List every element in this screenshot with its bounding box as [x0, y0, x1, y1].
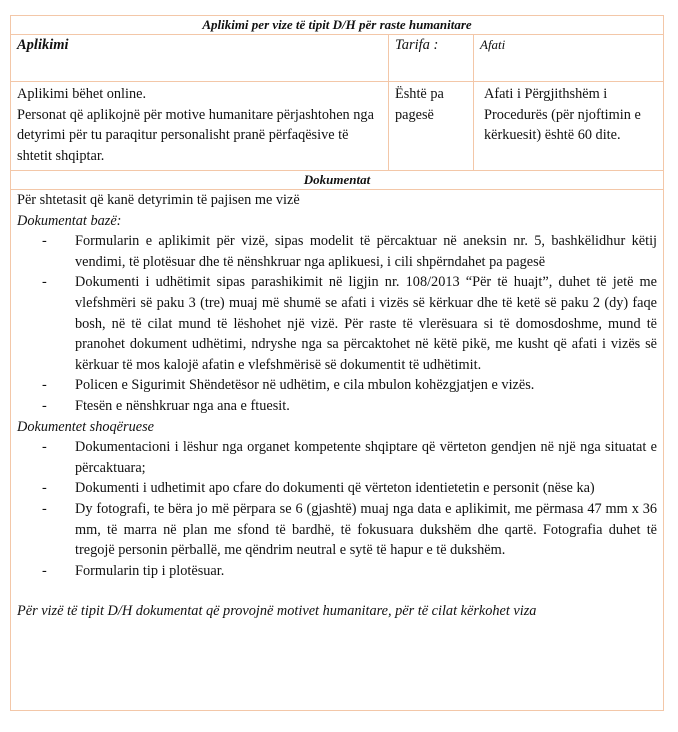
list-item: - Dokumenti i udhetimit apo cfare do dokumenti që vërteton identietetin e personit (nëse ka) [75, 478, 657, 499]
supporting-documents-heading: Dokumentet shoqëruese [17, 418, 154, 435]
aplikimi-line: Aplikimi bëhet online. [17, 86, 147, 102]
tarifa-cell: Është pa pagesë [389, 82, 474, 171]
aplikimi-line: Personat që aplikojnë për motive humanitare përjashtohen nga detyrimi për tu paraqitur personalisht pranë përfaqësive të shtetit shqiptar. [17, 106, 374, 164]
afati-cell: Afati i Përgjithshëm i Procedurës (për njoftimin e kërkuesit) është 60 dite. [474, 82, 664, 171]
table-title: Aplikimi per vize të tipit D/H për raste humanitare [11, 16, 664, 35]
aplikimi-cell [11, 82, 389, 171]
header-aplikimi: Aplikimi [11, 35, 389, 82]
section-title: Dokumentat [11, 171, 664, 190]
basic-documents-heading: Dokumentat bazë: [17, 212, 122, 229]
documents-cell [11, 190, 664, 711]
visa-info-table [10, 15, 664, 711]
list-item: - Formularin tip i plotësuar. [75, 561, 657, 582]
closing-note: Për vizë të tipit D/H dokumentat që provojnë motivet humanitare, për të cilat kërkohet viza [17, 603, 537, 620]
list-item: - Ftesën e nënshkruar nga ana e ftuesit. [75, 396, 657, 417]
header-afati: Afati [474, 35, 664, 82]
intro-text: Për shtetasit që kanë detyrimin të pajisen me vizë [17, 192, 300, 208]
list-item: - Dokumentacioni i lëshur nga organet kompetente shqiptare që vërteton gendjen në një nga situatat e përcaktuara; [75, 437, 657, 478]
list-item: - Policen e Sigurimit Shëndetësor në udhëtim, e cila mbulon kohëzgjatjen e vizës. [75, 375, 657, 396]
basic-documents-list [17, 231, 657, 416]
list-item: - Formularin e aplikimit për vizë, sipas modelit të përcaktuar në aneksin nr. 5, bashkëlidhur këtij vendimi, të plotësuar dhe të nënshkruar nga aplikuesi, i cili shpërndahet pa pagesë [75, 231, 657, 272]
header-tarifa: Tarifa : [389, 35, 474, 82]
list-item: - Dokumenti i udhëtimit sipas parashikimit në ligjin nr. 108/2013 “Për të huajt”, duhet të jetë me vlefshmëri së paku 3 (tre) muaj më shumë se afati i vizës së kërkuar dhe të ketë së paku 2 (dy) faqe bosh, në të cilat mund të lëshohet një vizë. Për raste të vlerësuara si të domosdoshme, mund të pranohet dokument udhëtimi, ndryshe nga sa përcaktohet në këtë pikë, me kusht që afati i vizës së kërkuar të mos kalojë afatin e vlefshmërisë së dokumentit të udhëtimit. [75, 272, 657, 375]
list-item: - Dy fotografi, te bëra jo më përpara se 6 (gjashtë) muaj nga data e aplikimit, me përmasa 47 mm x 36 mm, të marra në plan me sfond të bardhë, të fokusuara dukshëm dhe qartë. Fotografia duhet të tregojë personin përballë, me qëndrim neutral e sytë të hapur e të dukshëm. [75, 499, 657, 561]
supporting-documents-list [17, 437, 657, 581]
